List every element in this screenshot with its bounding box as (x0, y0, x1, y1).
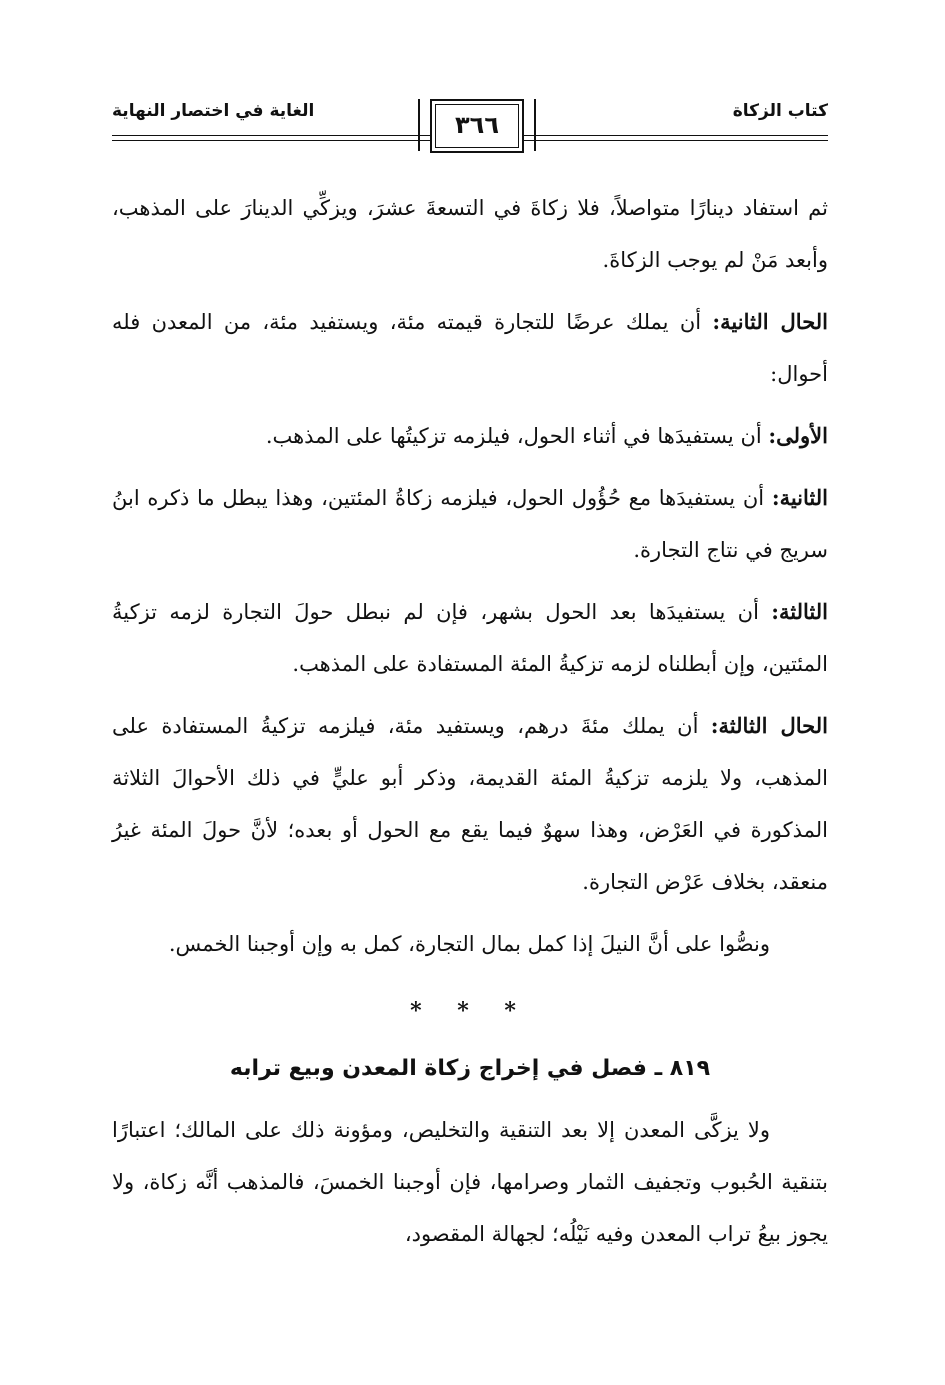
section-heading: ٨١٩ ـ فصل في إخراج زكاة المعدن وبيع ترابه (229, 1056, 711, 1081)
paragraph-5 (112, 586, 828, 690)
paragraph-label: الحال الثالثة: (710, 713, 828, 738)
paragraph-text: ولا يزكَّى المعدن إلا بعد التنقية والتخليص، ومؤونة ذلك على المالك؛ اعتبارًا بتنقية الحُبوب وتجفيف الثمار وصرامها، فإن أوجبنا الخمسَ، فالمذهب أنَّه زكاة، ولا يجوز بيعُ تراب المعدن وفيه نَيْلُه؛ لجهالة المقصود، (112, 1118, 828, 1246)
paragraph-4 (112, 472, 828, 576)
paragraph-6 (112, 700, 828, 908)
running-header (112, 95, 828, 175)
page-number: ٣٦٦ (455, 111, 499, 139)
paragraph-text: أن يملك عرضًا للتجارة قيمته مئة، ويستفيد مئة، من المعدن فله أحوال: (112, 310, 828, 386)
paragraph-text: ونصُّوا على أنَّ النيلَ إذا كمل بمال التجارة، كمل به وإن أوجبنا الخمس. (168, 932, 770, 956)
paragraph-label: الحال الثانية: (712, 309, 828, 334)
paragraph-text: أن يستفيدَها في أثناء الحول، فيلزمه تزكيتُها على المذهب. (265, 424, 762, 448)
work-title: الغاية في اختصار النهاية (112, 101, 315, 121)
section-paragraph (112, 1104, 828, 1260)
paragraph-7 (112, 918, 828, 970)
paragraph-text: أن يستفيدَها مع حُؤُول الحول، فيلزمه زكاةُ المئتين، وهذا يبطل ما ذكره ابنُ سريج في نتاج التجارة. (112, 486, 828, 562)
book-title: كتاب الزكاة (732, 101, 828, 121)
paragraph-text: أن يملك مئةَ درهم، ويستفيد مئة، فيلزمه تزكيةُ المستفادة على المذهب، ولا يلزمه تزكيةُ المئة القديمة، وذكر أبو عليٍّ في ذلك الأحوالَ الثلاثة المذكورة في العَرْض، وهذا سهوٌ فيما يقع مع الحول أو بعده؛ لأنَّ حولَ المئة غيرُ منعقد، بخلاف عَرْض التجارة. (112, 714, 828, 894)
paragraph-2 (112, 296, 828, 400)
paragraph-text: ثم استفاد دينارًا متواصلاً، فلا زكاةَ في التسعةَ عشرَ، ويزكِّي الدينارَ على المذهب، وأبعد مَنْ لم يوجب الزكاةَ. (112, 196, 828, 272)
paragraph-text: أن يستفيدَها بعد الحول بشهر، فإن لم نبطل حولَ التجارة لزمه تزكيةُ المئتين، وإن أبطلناه لزمه تزكيةُ المئة المستفادة على المذهب. (112, 600, 828, 676)
paragraph-label: الأولى: (768, 423, 828, 448)
paragraph-3 (112, 410, 828, 462)
paragraph-label: الثانية: (771, 485, 828, 510)
section-separator: * * * (410, 998, 530, 1024)
page-body (112, 182, 828, 1270)
paragraph-label: الثالثة: (771, 599, 828, 624)
page-number-frame (430, 99, 524, 153)
paragraph-1 (112, 182, 828, 286)
